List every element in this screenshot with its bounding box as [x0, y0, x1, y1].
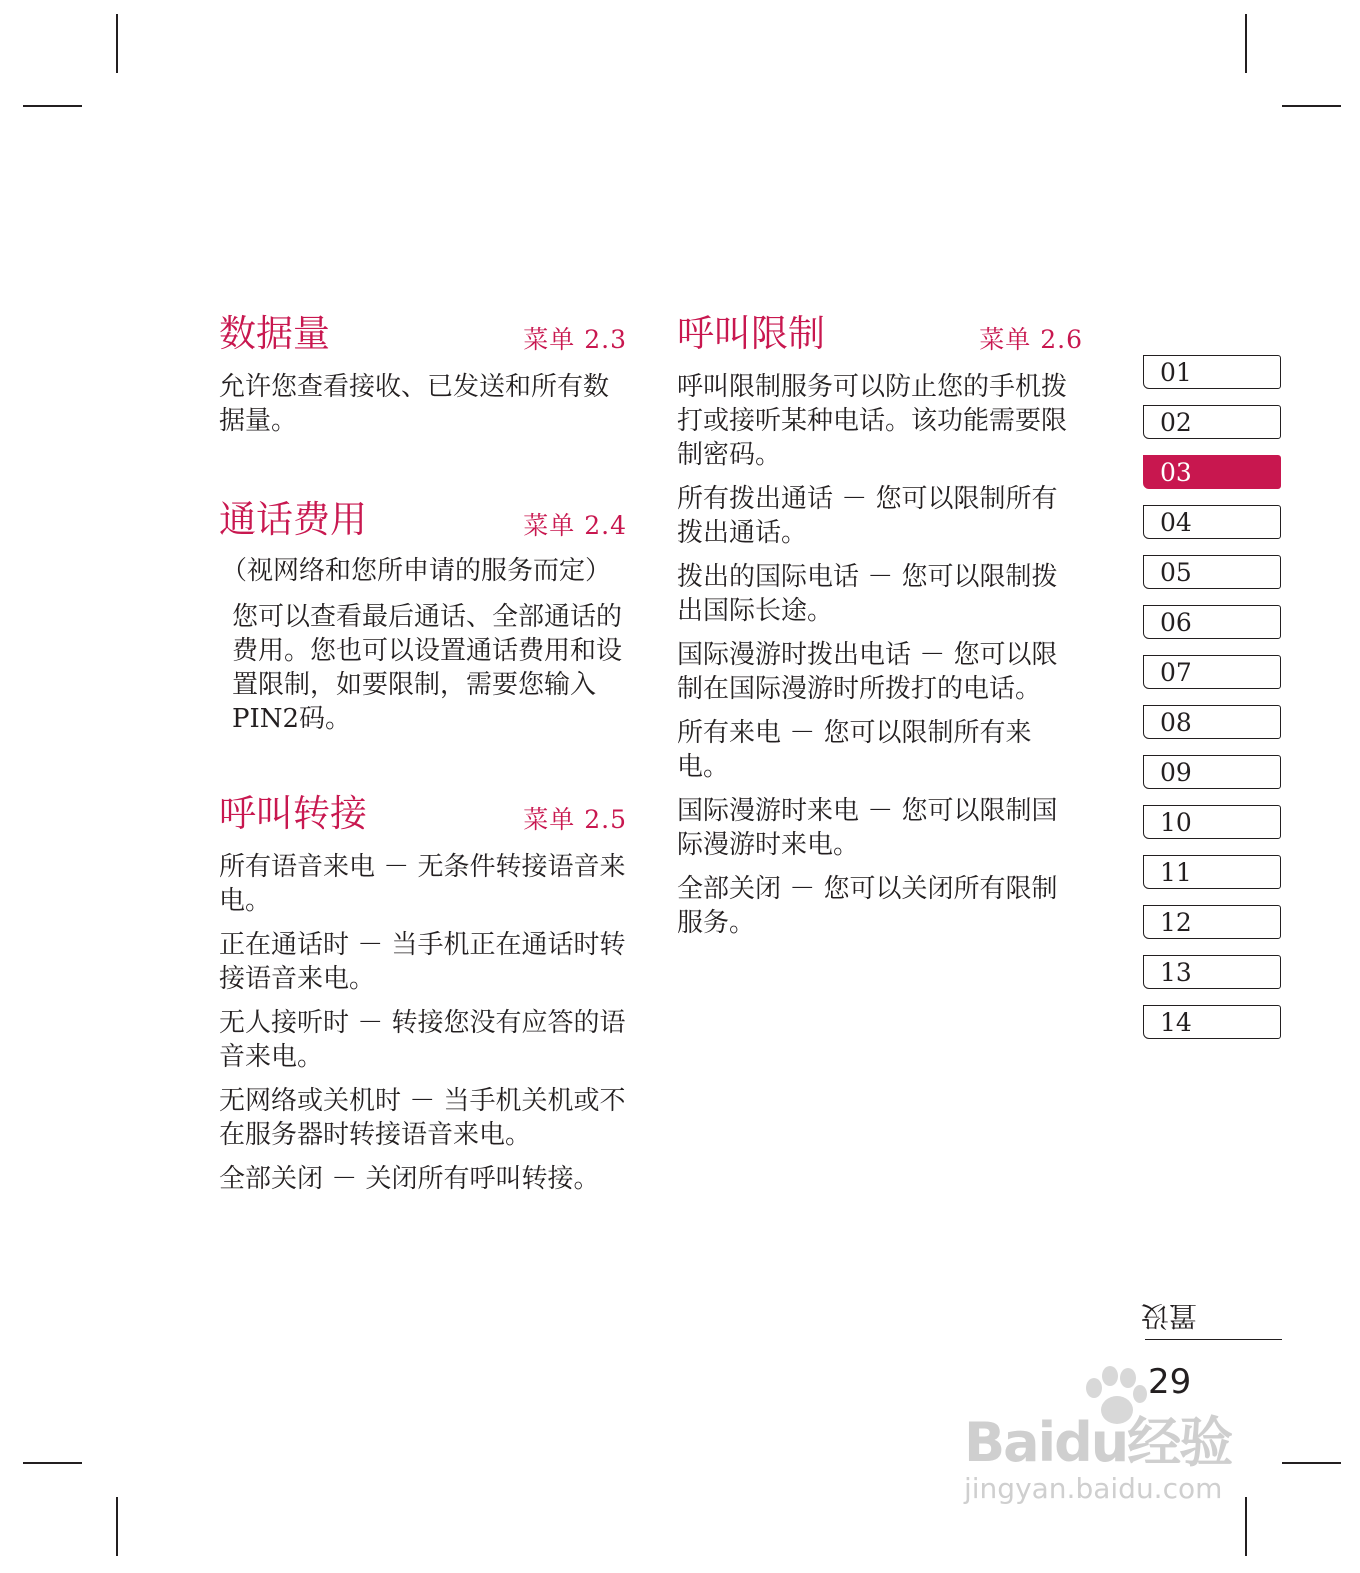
- option-item: 所有来电 － 您可以限制所有来电。: [677, 718, 1032, 782]
- crop-mark: [23, 105, 82, 107]
- availability-note: （视网络和您所申请的服务而定）: [221, 556, 612, 586]
- section-title: 呼叫转接: [219, 792, 367, 835]
- chapter-tab-05[interactable]: 05: [1143, 555, 1281, 589]
- page-number: 29: [1148, 1362, 1192, 1402]
- crop-mark: [1282, 105, 1341, 107]
- paragraph: 允许您查看接收、已发送和所有数据量。: [219, 372, 610, 436]
- chapter-tab-12[interactable]: 12: [1143, 905, 1281, 939]
- chapter-tab-03[interactable]: 03: [1143, 455, 1281, 489]
- option-item: 全部关闭 － 您可以关闭所有限制服务。: [677, 874, 1058, 938]
- chapter-tab-02[interactable]: 02: [1143, 405, 1281, 439]
- crop-mark: [116, 14, 118, 73]
- section-header: [219, 494, 627, 546]
- option-item: 正在通话时 － 当手机正在通话时转接语音来电。: [219, 930, 626, 994]
- section-side-label: 设置: [1140, 1303, 1201, 1331]
- chapter-tab-09[interactable]: 09: [1143, 755, 1281, 789]
- paragraph: 您可以查看最后通话、全部通话的费用。您也可以设置通话费用和设置限制，如要限制，需要您输入PIN2码。: [232, 602, 623, 734]
- left-column: [219, 308, 627, 1196]
- section-title: 呼叫限制: [677, 312, 825, 355]
- right-column: [677, 308, 1083, 940]
- paragraph: 呼叫限制服务可以防止您的手机拨打或接听某种电话。该功能需要限制密码。: [677, 372, 1068, 470]
- section-header: [677, 308, 1083, 360]
- chapter-tab-13[interactable]: 13: [1143, 955, 1281, 989]
- option-item: 无网络或关机时 － 当手机关机或不在服务器时转接语音来电。: [219, 1086, 626, 1150]
- chapter-tab-06[interactable]: 06: [1143, 605, 1281, 639]
- section-title: 数据量: [219, 312, 330, 355]
- option-item: 无人接听时 － 转接您没有应答的语音来电。: [219, 1008, 626, 1072]
- crop-mark: [23, 1462, 82, 1464]
- option-item: 拨出的国际电话 － 您可以限制拨出国际长途。: [677, 562, 1058, 626]
- watermark-logo: Baidu经验: [964, 1411, 1232, 1474]
- chapter-tab-07[interactable]: 07: [1143, 655, 1281, 689]
- section-title: 通话费用: [219, 498, 367, 541]
- section-data-volume: [219, 308, 627, 438]
- crop-mark: [1282, 1462, 1341, 1464]
- chapter-tab-01[interactable]: 01: [1143, 355, 1281, 389]
- section-header: [219, 308, 627, 360]
- watermark: [960, 1362, 1280, 1522]
- menu-number: 菜单 2.4: [523, 511, 627, 540]
- chapter-tab-11[interactable]: 11: [1143, 855, 1281, 889]
- menu-number: 菜单 2.3: [523, 325, 627, 354]
- crop-mark: [116, 1497, 118, 1556]
- option-item: 全部关闭 － 关闭所有呼叫转接。: [219, 1164, 600, 1194]
- chapter-tab-14[interactable]: 14: [1143, 1005, 1281, 1039]
- chapter-tab-04[interactable]: 04: [1143, 505, 1281, 539]
- section-header: [219, 788, 627, 840]
- chapter-tab-08[interactable]: 08: [1143, 705, 1281, 739]
- menu-number: 菜单 2.6: [979, 325, 1083, 354]
- section-call-barring: [677, 308, 1083, 940]
- option-item: 国际漫游时来电 － 您可以限制国际漫游时来电。: [677, 796, 1058, 860]
- menu-number: 菜单 2.5: [523, 805, 627, 834]
- option-item: 国际漫游时拨出电话 － 您可以限制在国际漫游时所拨打的电话。: [677, 640, 1058, 704]
- section-call-costs: [219, 494, 627, 736]
- crop-mark: [1245, 14, 1247, 73]
- option-item: 所有拨出通话 － 您可以限制所有拨出通话。: [677, 484, 1058, 548]
- chapter-tab-10[interactable]: 10: [1143, 805, 1281, 839]
- option-item: 所有语音来电 － 无条件转接语音来电。: [219, 852, 626, 916]
- divider: [1145, 1339, 1282, 1340]
- section-call-divert: [219, 788, 627, 1196]
- watermark-url: jingyan.baidu.com: [964, 1472, 1223, 1505]
